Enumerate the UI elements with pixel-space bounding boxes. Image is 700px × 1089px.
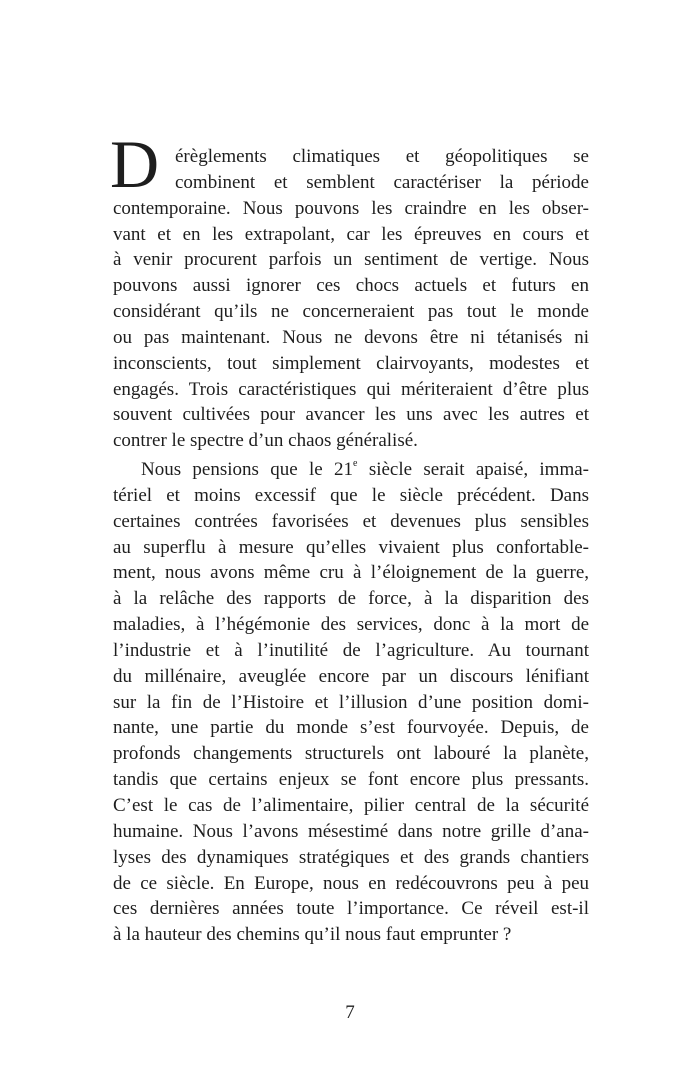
text-line: profonds changements structurels ont labouré la planète, bbox=[113, 743, 589, 765]
paragraph-2 bbox=[113, 457, 589, 948]
text-line: nante, une partie du monde s’est fourvoyée. Depuis, de bbox=[113, 717, 589, 739]
text-line: contemporaine. Nous pouvons les craindre en les obser- bbox=[113, 197, 589, 219]
text-line: ment, nous avons même cru à l’éloignement de la guerre, bbox=[113, 562, 589, 584]
text-line: combinent et semblent caractériser la période bbox=[175, 171, 589, 193]
text-line: certaines contrées favorisées et devenues plus sensibles bbox=[113, 510, 589, 532]
text-line: considérant qu’ils ne concerneraient pas tout le monde bbox=[113, 301, 589, 323]
text-line: inconscients, tout simplement clairvoyants, modestes et bbox=[113, 352, 589, 374]
text-line: pouvons aussi ignorer ces chocs actuels et futurs en bbox=[113, 275, 589, 297]
drop-cap: D bbox=[110, 126, 160, 202]
text-line: engagés. Trois caractéristiques qui mériteraient d’être plus bbox=[113, 378, 589, 400]
text-line bbox=[113, 457, 589, 483]
text-line: à venir procurent parfois un sentiment de vertige. Nous bbox=[113, 249, 589, 271]
text-line: sur la fin de l’Histoire et l’illusion d’une position domi- bbox=[113, 691, 589, 713]
text-line: ces dernières années toute l’importance. Ce réveil est-il bbox=[113, 898, 589, 920]
superscript: e bbox=[353, 458, 358, 469]
text-fragment: Nous pensions que le 21 bbox=[141, 459, 354, 480]
text-line: lyses des dynamiques stratégiques et des grands chantiers bbox=[113, 846, 589, 868]
text-fragment: siècle serait apaisé, imma- bbox=[357, 459, 589, 480]
text-line: au superflu à mesure qu’elles vivaient plus confortable- bbox=[113, 536, 589, 558]
text-line: contrer le spectre d’un chaos généralisé. bbox=[113, 430, 418, 452]
text-line: ou pas maintenant. Nous ne devons être ni tétanisés ni bbox=[113, 326, 589, 348]
text-line: l’industrie et à l’inutilité de l’agriculture. Au tournant bbox=[113, 639, 589, 661]
text-line: humaine. Nous l’avons mésestimé dans notre grille d’ana- bbox=[113, 820, 589, 842]
text-line: vant et en les extrapolant, car les épreuves en cours et bbox=[113, 223, 589, 245]
paragraph-1 bbox=[113, 144, 589, 454]
text-line: à la relâche des rapports de force, à la disparition des bbox=[113, 588, 589, 610]
text-line: à la hauteur des chemins qu’il nous faut emprunter ? bbox=[113, 924, 512, 946]
text-line: souvent cultivées pour avancer les uns avec les autres et bbox=[113, 404, 589, 426]
text-line: érèglements climatiques et géopolitiques se bbox=[175, 146, 589, 167]
page-number: 7 bbox=[345, 1002, 355, 1023]
text-line: du millénaire, aveuglée encore par un discours lénifiant bbox=[113, 665, 589, 687]
text-line: maladies, à l’hégémonie des services, donc à la mort de bbox=[113, 614, 589, 636]
text-line: C’est le cas de l’alimentaire, pilier central de la sécurité bbox=[113, 794, 589, 816]
text-line: de ce siècle. En Europe, nous en redécouvrons peu à peu bbox=[113, 872, 589, 894]
text-line: tandis que certains enjeux se font encore plus pressants. bbox=[113, 769, 589, 791]
text-line: tériel et moins excessif que le siècle précédent. Dans bbox=[113, 484, 589, 506]
